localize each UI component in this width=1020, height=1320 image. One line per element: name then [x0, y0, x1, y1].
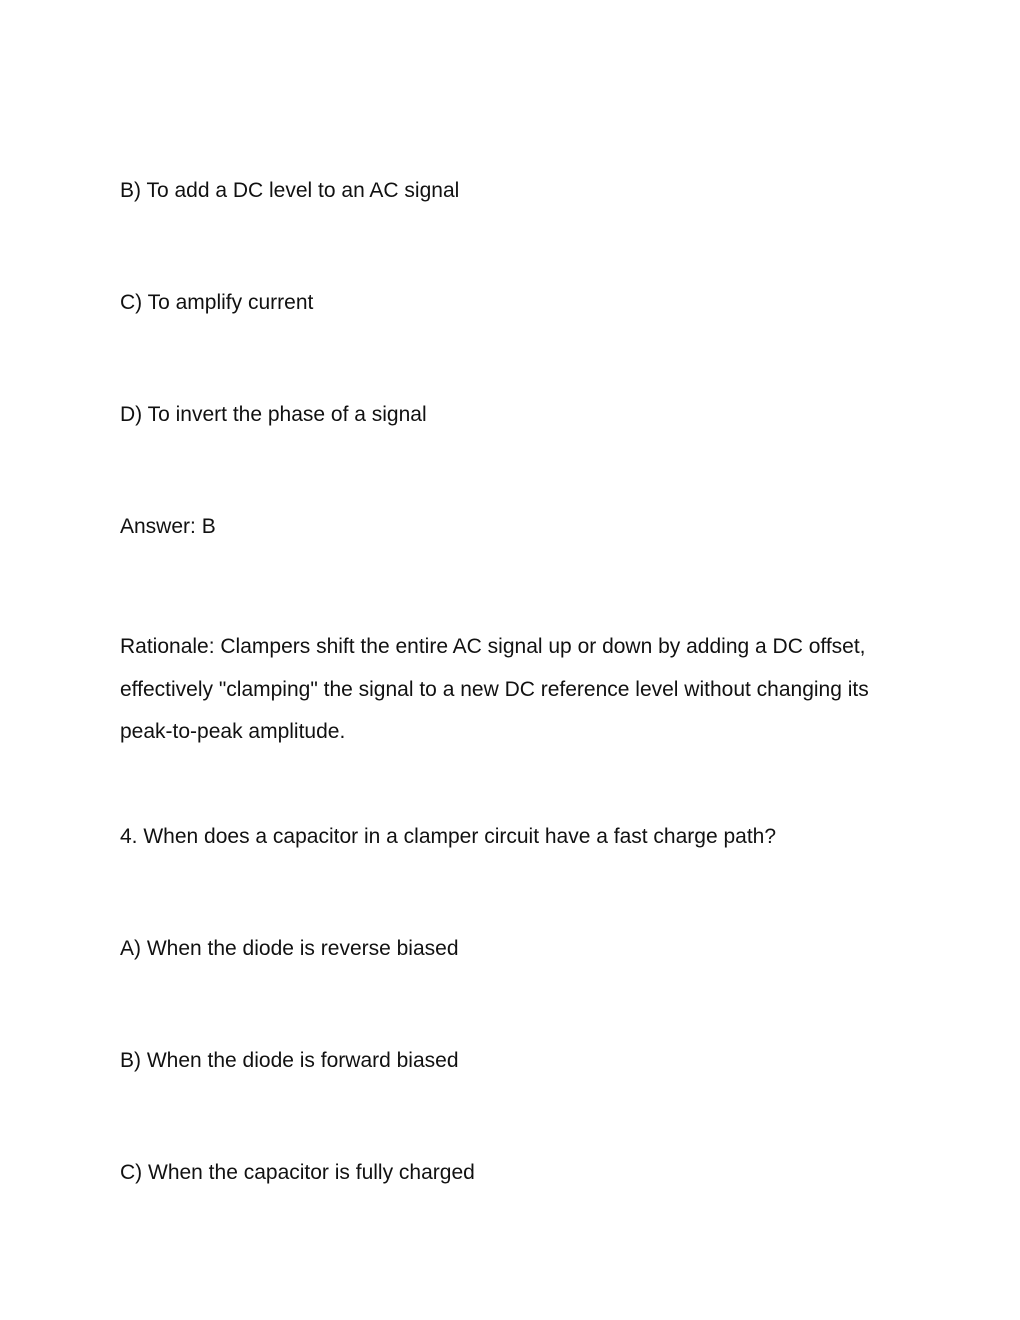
q3-option-c: C) To amplify current: [120, 291, 314, 314]
q4-question: 4. When does a capacitor in a clamper circuit have a fast charge path?: [120, 825, 777, 848]
rationale-line: Rationale: Clampers shift the entire AC signal up or down by adding a DC offset,: [120, 635, 866, 658]
rationale-line: effectively "clamping" the signal to a new DC reference level without changing its: [120, 677, 869, 701]
q4-option-a: A) When the diode is reverse biased: [120, 937, 459, 960]
q4-option-b: B) When the diode is forward biased: [120, 1049, 459, 1072]
q3-option-d: D) To invert the phase of a signal: [120, 403, 427, 426]
q3-rationale: [120, 626, 910, 754]
q3-option-b: B) To add a DC level to an AC signal: [120, 179, 460, 202]
rationale-line: peak-to-peak amplitude.: [120, 720, 346, 743]
q4-option-c: C) When the capacitor is fully charged: [120, 1161, 475, 1184]
q3-answer: Answer: B: [120, 515, 216, 538]
